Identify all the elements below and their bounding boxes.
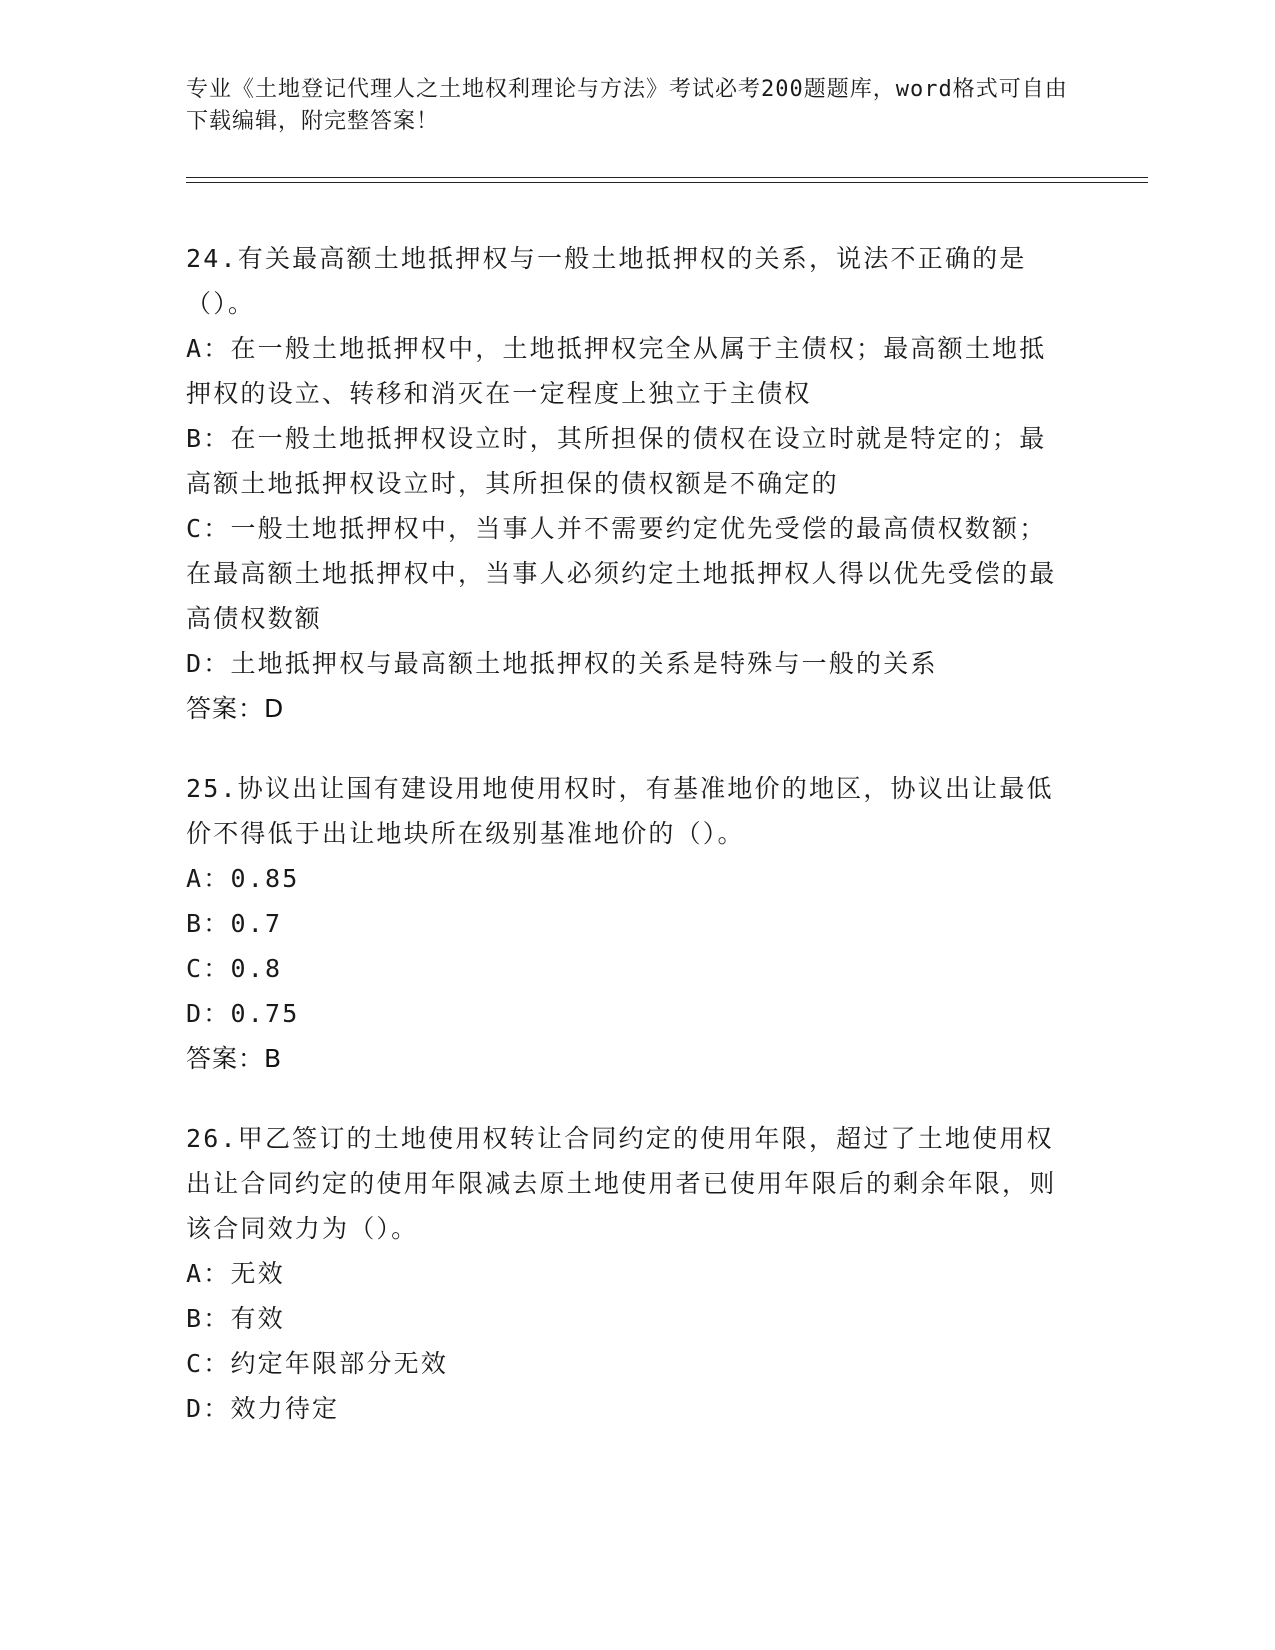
option-d: D：效力待定: [186, 1394, 340, 1423]
option-a: A：在一般土地抵押权中，土地抵押权完全从属于主债权；最高额土地抵押权的设立、转移和消灭在一定程度上独立于主债权: [186, 334, 1047, 408]
question-25: [186, 766, 1066, 1081]
option-c: C：0.8: [186, 954, 283, 983]
option-b: B：在一般土地抵押权设立时，其所担保的债权在设立时就是特定的；最高额土地抵押权设立时，其所担保的债权额是不确定的: [186, 424, 1047, 498]
question-stem: 25.协议出让国有建设用地使用权时，有基准地价的地区，协议出让最低价不得低于出让地块所在级别基准地价的（）。: [186, 774, 1054, 848]
question-stem: 26.甲乙签订的土地使用权转让合同约定的使用年限，超过了土地使用权出让合同约定的使用年限减去原土地使用者已使用年限后的剩余年限，则该合同效力为（）。: [186, 1124, 1057, 1243]
option-b: B：有效: [186, 1304, 285, 1333]
question-26: [186, 1116, 1066, 1431]
option-d: D：土地抵押权与最高额土地抵押权的关系是特殊与一般的关系: [186, 649, 938, 678]
header-rule-bottom: [186, 182, 1148, 183]
question-stem: 24.有关最高额土地抵押权与一般土地抵押权的关系，说法不正确的是（）。: [186, 244, 1027, 318]
option-d: D：0.75: [186, 999, 300, 1028]
answer-line: 答案：D: [186, 694, 285, 723]
option-a: A：无效: [186, 1259, 285, 1288]
question-list: [186, 236, 1066, 1466]
option-c: C：约定年限部分无效: [186, 1349, 449, 1378]
option-b: B：0.7: [186, 909, 283, 938]
option-a: A：0.85: [186, 864, 300, 893]
question-24: [186, 236, 1066, 731]
document-header: 专业《土地登记代理人之土地权利理论与方法》考试必考200题题库，word格式可自由下载编辑，附完整答案！: [186, 77, 1068, 134]
header-rule-top: [186, 177, 1148, 178]
answer-line: 答案：B: [186, 1044, 283, 1073]
option-c: C：一般土地抵押权中，当事人并不需要约定优先受偿的最高债权数额；在最高额土地抵押权中，当事人必须约定土地抵押权人得以优先受偿的最高债权数额: [186, 514, 1057, 633]
